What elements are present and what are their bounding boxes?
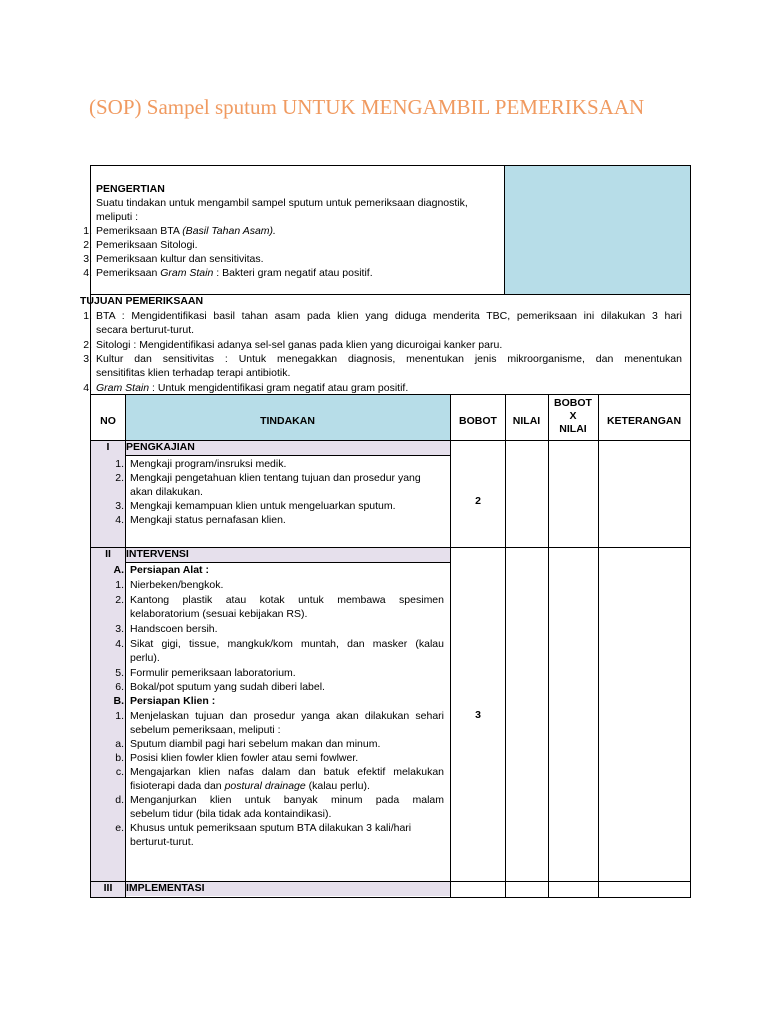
klien-subitem-letter: c. xyxy=(115,766,124,778)
klien-subitem-letter: e. xyxy=(115,822,124,834)
klien-subitem: Sputum diambil pagi hari sebelum makan dan minum. xyxy=(130,738,381,750)
alat-item: Sikat gigi, tissue, mangkuk/kom muntah, dan masker (kalau xyxy=(130,638,444,650)
pengertian-item-number: 1. xyxy=(83,225,92,237)
section-item: Mengkaji program/insruksi medik. xyxy=(130,458,287,470)
alat-item-number: 1. xyxy=(115,579,124,591)
header-tindakan: TINDAKAN xyxy=(260,415,315,427)
pengertian-intro-cont: meliputi : xyxy=(96,211,139,223)
alat-item: Kantong plastik atau kotak untuk membawa spesimen xyxy=(130,594,444,606)
column-divider xyxy=(548,394,549,898)
column-divider xyxy=(450,394,451,898)
section-number: II xyxy=(105,548,111,560)
pengertian-item: Pemeriksaan Gram Stain : Bakteri gram negatif atau positif. xyxy=(96,267,373,279)
klien-subitem-cont: berturut-turut. xyxy=(130,836,194,848)
alat-item-number: 5. xyxy=(115,667,124,679)
alat-item: Handscoen bersih. xyxy=(130,623,218,635)
klien-subitem: Menganjurkan klien untuk banyak minum pada malam xyxy=(130,794,444,806)
pengertian-intro: Suatu tindakan untuk mengambil sampel sputum untuk pemeriksaan diagnostik, xyxy=(96,197,468,209)
klien-subitem-letter: d. xyxy=(115,794,124,806)
header-bobot-x-nilai: BOBOT X NILAI xyxy=(554,397,592,435)
klien-subitem-letter: b. xyxy=(115,752,124,764)
klien-subitem: Posisi klien fowler klien fowler atau semi fowlwer. xyxy=(130,752,359,764)
alat-item: Formulir pemeriksaan laboratorium. xyxy=(130,667,296,679)
klien-subitem: Mengajarkan klien nafas dalam dan batuk efektif melakukan xyxy=(130,766,444,778)
tujuan-item-number: 3. xyxy=(83,353,92,365)
header-keterangan: KETERANGAN xyxy=(606,415,682,427)
pengertian-item-number: 2. xyxy=(83,239,92,251)
section-title-underline xyxy=(125,455,450,456)
klien-subitem-letter: a. xyxy=(115,738,124,750)
klien-subitem-cont: fisioterapi dada dan postural drainage (kalau perlu). xyxy=(130,780,370,792)
pengertian-divider xyxy=(504,165,505,295)
column-divider xyxy=(125,394,126,898)
pengertian-heading: PENGERTIAN xyxy=(96,183,165,195)
tujuan-item: Sitologi : Mengidentifikasi adanya sel-sel ganas pada klien yang dicuroigai kanker paru. xyxy=(96,339,503,351)
klien-subitem: Khusus untuk pemeriksaan sputum BTA dilakukan 3 kali/hari xyxy=(130,822,412,834)
header-nilai: NILAI xyxy=(512,415,541,427)
section-item-number: 4. xyxy=(115,514,124,526)
pengertian-item: Pemeriksaan kultur dan sensitivitas. xyxy=(96,253,264,265)
subsection-title: Persiapan Alat : xyxy=(130,564,209,576)
section-title: PENGKAJIAN xyxy=(126,441,195,453)
pengertian-item-number: 4. xyxy=(83,267,92,279)
document-title: (SOP) Sampel sputum UNTUK MENGAMBIL PEMERIKSAAN xyxy=(89,95,645,119)
subsection-letter: A. xyxy=(113,564,124,576)
pengertian-item: Pemeriksaan BTA (Basil Tahan Asam). xyxy=(96,225,276,237)
klien-subitem-cont: sebelum tidur (bila tidak ada kontaindikasi). xyxy=(130,808,332,820)
section-bobot: 3 xyxy=(475,709,481,721)
section-bobot: 2 xyxy=(475,495,481,507)
column-divider xyxy=(505,394,506,898)
section-title: IMPLEMENTASI xyxy=(126,882,205,894)
subsection-letter: B. xyxy=(113,695,124,707)
tujuan-item: Gram Stain : Untuk mengidentifikasi gram negatif atau gram positif. xyxy=(96,382,409,394)
pengertian-item-number: 3. xyxy=(83,253,92,265)
alat-item-number: 6. xyxy=(115,681,124,693)
klien-item: Menjelaskan tujuan dan prosedur yanga akan dilakukan sehari xyxy=(130,710,444,722)
tujuan-item-cont: sensitifitas klien terhadap terapi antibiotik. xyxy=(96,367,291,379)
alat-item-cont: perlu). xyxy=(130,652,160,664)
tujuan-item-number: 4. xyxy=(83,382,92,394)
section-item: Mengkaji status pernafasan klien. xyxy=(130,514,286,526)
alat-item-number: 2. xyxy=(115,594,124,606)
subsection-title: Persiapan Klien : xyxy=(130,695,216,707)
klien-item-number: 1. xyxy=(115,710,124,722)
alat-item-number: 3. xyxy=(115,623,124,635)
section-number: I xyxy=(106,441,110,453)
section-number: III xyxy=(103,882,113,894)
header-no: NO xyxy=(100,415,116,427)
tujuan-item-number: 2. xyxy=(83,339,92,351)
alat-item: Nierbeken/bengkok. xyxy=(130,579,224,591)
tujuan-item: Kultur dan sensitivitas : Untuk menegakkan diagnosis, menentukan jenis mikroorganisme, dan menentukan xyxy=(96,353,682,365)
alat-item-number: 4. xyxy=(115,638,124,650)
section-item-number: 3. xyxy=(115,500,124,512)
column-divider xyxy=(598,394,599,898)
section-item: Mengkaji kemampuan klien untuk mengeluarkan sputum. xyxy=(130,500,396,512)
tujuan-item-cont: secara berturut-turut. xyxy=(96,324,195,336)
section-item: Mengkaji pengetahuan klien tentang tujuan dan prosedur yang xyxy=(130,472,421,484)
tujuan-heading: TUJUAN PEMERIKSAAN xyxy=(80,295,204,307)
section-title: INTERVENSI xyxy=(126,548,189,560)
pengertian-item: Pemeriksaan Sitologi. xyxy=(96,239,198,251)
header-bobot: BOBOT xyxy=(459,415,497,427)
tujuan-item: BTA : Mengidentifikasi basil tahan asam pada klien yang diduga menderita TBC, pemeriksaan ini dilakukan 3 hari xyxy=(96,310,682,322)
section-item-number: 1. xyxy=(115,458,124,470)
section-item-number: 2. xyxy=(115,472,124,484)
section-item-cont: akan dilakukan. xyxy=(130,486,203,498)
section-title-underline xyxy=(125,562,450,563)
klien-item-cont: sebelum pemeriksaan, meliputi : xyxy=(130,724,281,736)
alat-item-cont: kelaboratorium (sesuai kebijakan RS). xyxy=(130,608,308,620)
pengertian-side-panel xyxy=(505,166,690,294)
alat-item: Bokal/pot sputum yang sudah diberi label. xyxy=(130,681,325,693)
tujuan-item-number: 1. xyxy=(83,310,92,322)
